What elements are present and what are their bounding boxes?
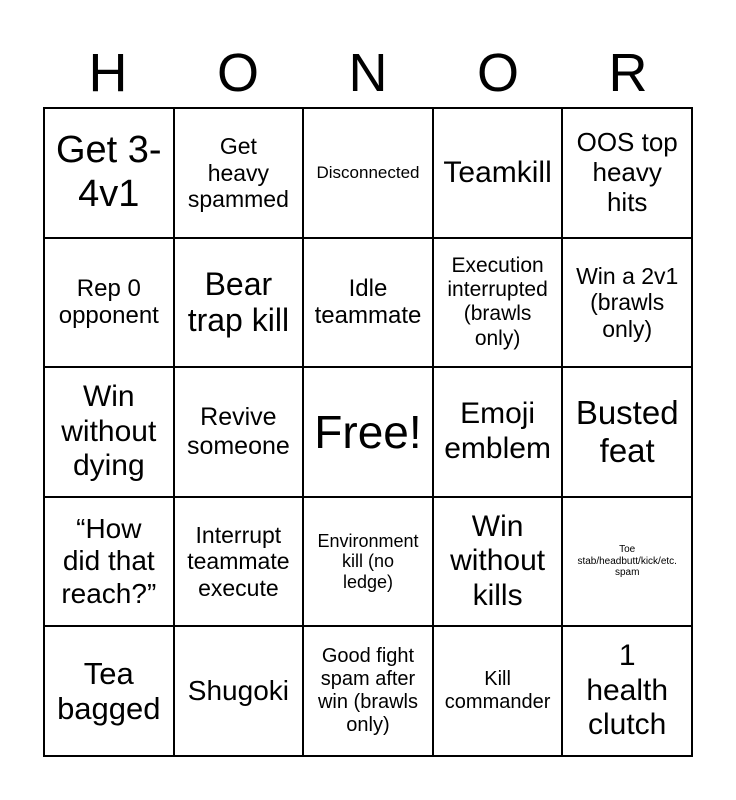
bingo-cell[interactable] (562, 626, 692, 756)
bingo-cell[interactable] (303, 108, 433, 238)
bingo-cell[interactable] (433, 108, 563, 238)
cell-text: Busted feat (575, 394, 679, 469)
cell-text: Win without kills (450, 509, 546, 612)
cell-text: Idle teammate (314, 274, 422, 330)
bingo-cell[interactable] (303, 626, 433, 756)
bingo-cell[interactable] (562, 367, 692, 497)
bingo-cell[interactable] (433, 497, 563, 627)
bingo-cell[interactable] (433, 238, 563, 368)
cell-text: Toe stab/headbutt/kick/etc. spam (577, 544, 677, 579)
bingo-cell[interactable] (303, 497, 433, 627)
cell-text: Disconnected (316, 163, 420, 183)
cell-text: 1 health clutch (586, 639, 669, 742)
bingo-header (43, 40, 693, 106)
cell-text: Win a 2v1 (brawls only) (576, 262, 679, 342)
header-letter: R (608, 43, 648, 103)
cell-text: Execution interrupted (brawls only) (447, 254, 548, 350)
bingo-cell[interactable] (44, 367, 174, 497)
cell-text: Shugoki (187, 675, 289, 707)
bingo-grid (43, 107, 693, 757)
cell-text: OOS top heavy hits (576, 126, 678, 217)
bingo-cell[interactable] (433, 626, 563, 756)
cell-text: Tea bagged (57, 655, 161, 727)
cell-text: Teamkill (443, 155, 552, 189)
cell-text: Kill commander (444, 668, 551, 714)
bingo-cell[interactable] (44, 626, 174, 756)
cell-text: Emoji emblem (444, 397, 551, 465)
bingo-cell[interactable] (562, 497, 692, 627)
bingo-cell[interactable] (174, 626, 304, 756)
bingo-cell[interactable] (44, 497, 174, 627)
header-letter: O (216, 43, 259, 103)
bingo-cell[interactable] (433, 367, 563, 497)
bingo-cell[interactable] (562, 238, 692, 368)
bingo-cell[interactable] (44, 108, 174, 238)
cell-text: Revive someone (186, 403, 290, 460)
header-letter: H (88, 43, 128, 103)
bingo-cell[interactable] (562, 108, 692, 238)
bingo-cell[interactable] (44, 238, 174, 368)
cell-text: Good fight spam after win (brawls only) (317, 645, 418, 737)
bingo-cell[interactable] (303, 238, 433, 368)
header-letter: O (476, 43, 519, 103)
cell-text: Get 3- 4v1 (55, 129, 162, 215)
bingo-cell[interactable] (174, 367, 304, 497)
bingo-cell[interactable] (174, 238, 304, 368)
bingo-cell[interactable] (174, 108, 304, 238)
cell-text: Get heavy spammed (187, 133, 289, 213)
cell-text: Environment kill (no ledge) (317, 530, 419, 592)
cell-text: Free! (314, 405, 422, 458)
free-space-cell[interactable] (303, 367, 433, 497)
cell-text: Bear trap kill (187, 265, 290, 339)
cell-text: Interrupt teammate execute (187, 521, 290, 601)
cell-text: “How did that reach?” (61, 513, 157, 609)
cell-text: Win without dying (61, 380, 157, 483)
cell-text: Rep 0 opponent (58, 274, 159, 330)
header-letter: N (348, 43, 388, 103)
bingo-cell[interactable] (174, 497, 304, 627)
